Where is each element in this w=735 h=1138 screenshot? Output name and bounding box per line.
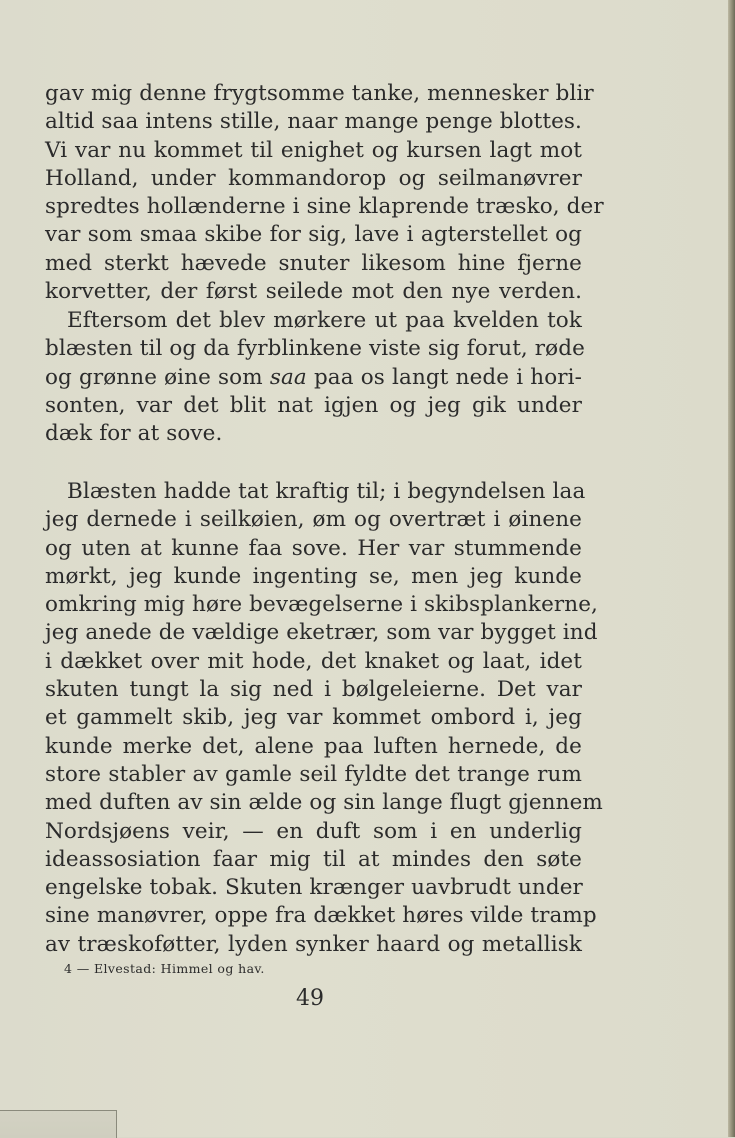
- text-line: jeg dernede i seilkøien, øm og overtræt i øinene: [45, 507, 582, 533]
- text-line: av træskoføtter, lyden synker haard og metallisk: [45, 931, 582, 957]
- text-line: med duften av sin ælde og sin lange flugt gjennem: [45, 790, 603, 816]
- text-line: altid saa intens stille, naar mange penge blottes.: [45, 109, 582, 135]
- signature-footnote: 4 — Elvestad: Himmel og hav.: [64, 961, 265, 976]
- text-line: og uten at kunne faa sove. Her var stummende: [45, 535, 582, 561]
- text-line: korvetter, der først seilede mot den nye verden.: [45, 279, 582, 305]
- scan-corner-mark: [0, 1110, 117, 1138]
- text-line: jeg anede de vældige eketrær, som var bygget ind: [45, 620, 598, 646]
- text-line: blæsten til og da fyrblinkene viste sig forut, røde: [45, 336, 585, 362]
- paragraph-3: [45, 478, 603, 959]
- text-run: paa os langt nede i hori-: [306, 364, 582, 390]
- italic-word: saa: [269, 364, 307, 390]
- text-line: dæk for at sove.: [45, 421, 223, 447]
- text-line: engelske tobak. Skuten krænger uavbrudt under: [45, 875, 583, 901]
- paragraph-2: [45, 307, 585, 448]
- text-line: ideassosiation faar mig til at mindes den søte: [45, 846, 582, 872]
- text-line: spredtes hollænderne i sine klaprende træsko, der: [45, 194, 604, 220]
- text-line: et gammelt skib, jeg var kommet ombord i, jeg: [45, 705, 582, 731]
- text-line: skuten tungt la sig ned i bølgeleierne. Det var: [45, 677, 582, 703]
- text-line: Eftersom det blev mørkere ut paa kvelden tok: [67, 308, 582, 333]
- text-line: sonten, var det blit nat igjen og jeg gik under: [45, 392, 582, 418]
- text-run: og grønne øine som: [45, 364, 270, 390]
- text-line: gav mig denne frygtsomme tanke, mennesker blir: [45, 81, 594, 106]
- text-line: var som smaa skibe for sig, lave i agterstellet og: [45, 222, 582, 248]
- paragraph-1: [45, 80, 604, 306]
- text-line: i dækket over mit hode, det knaket og laat, idet: [45, 648, 582, 674]
- text-line-with-italic: [45, 364, 582, 392]
- page-edge: [728, 0, 735, 1137]
- text-line: omkring mig høre bevægelserne i skibsplankerne,: [45, 592, 598, 618]
- text-line: Blæsten hadde tat kraftig til; i begyndelsen laa: [67, 479, 586, 504]
- page-number: 49: [296, 986, 324, 1011]
- text-line: mørkt, jeg kunde ingenting se, men jeg kunde: [45, 563, 582, 589]
- text-line: sine manøvrer, oppe fra dækket høres vilde tramp: [45, 903, 597, 929]
- text-line: store stabler av gamle seil fyldte det trange rum: [45, 761, 582, 787]
- text-line: Vi var nu kommet til enighet og kursen lagt mot: [45, 137, 582, 163]
- text-line: med sterkt hævede snuter likesom hine fjerne: [45, 250, 582, 276]
- text-line: kunde merke det, alene paa luften hernede, de: [45, 733, 582, 759]
- text-line: Holland, under kommandorop og seilmanøvrer: [45, 165, 582, 191]
- text-line: Nordsjøens veir, — en duft som i en underlig: [45, 818, 582, 844]
